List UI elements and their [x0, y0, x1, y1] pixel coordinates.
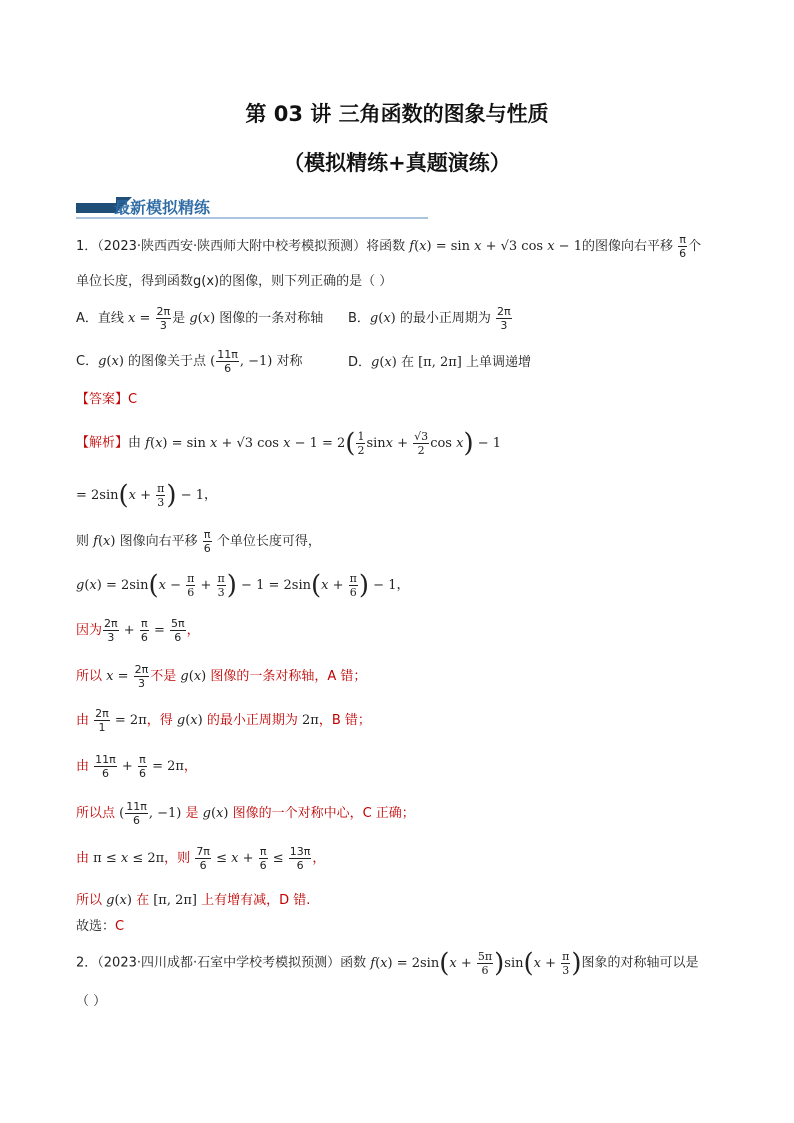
q2-line2: （ ） [76, 994, 107, 1009]
analysis-line4: g(x) = 2sin(x − $\frac{\pi}{6}$ + $\frac{\pi}{3}$ ) − 1 = 2sin(x + $\frac{\pi}{6}$ ) − 1， [76, 570, 410, 600]
analysis-line7: 由 $\frac{2\pi}{1}$ = 2π，得 g(x) 的最小正周期为 2π，B 错； [76, 707, 371, 734]
analysis-line6: 所以 x = $\frac{2\pi}{3}$ 不是 g(x) 图像的一条对称轴，A 错； [76, 663, 367, 690]
q1-line2: 单位长度，得到函数g(x)的图像，则下列正确的是（ ） [76, 274, 393, 289]
analysis-line1: 【解析】由 f(x) = sin x + √3 cos x − 1 = 2( $\frac{1}{2}$ sinx + $\frac{√3}{2}$ cos x) − 1 [76, 428, 502, 458]
q1-option-c: C．g(x) 的图像关于点 ( $\frac{11\pi}{6}$ , −1) 对称 [76, 348, 303, 375]
q1-option-a: A．直线 x = $\frac{2\pi}{3}$ 是 g(x) 图像的一条对称轴 [76, 305, 324, 332]
page-title: 第 03 讲 三角函数的图象与性质 [245, 102, 549, 126]
choose-line: 故选：C [76, 919, 125, 934]
q1-line1: 1．（2023·陕西西安·陕西师大附中校考模拟预测）将函数 f(x) = sin x + √3 cos x − 1的图像向右平移 $\frac{\pi}{6}$ 个 [76, 233, 702, 260]
analysis-line8: 由 $\frac{11\pi}{6}$ + $\frac{\pi}{6}$ = 2π， [76, 753, 197, 780]
analysis-line3: 则 f(x) 图像向右平移 $\frac{\pi}{6}$ 个单位长度可得， [76, 528, 321, 555]
q1-option-b: B．g(x) 的最小正周期为 $\frac{2\pi}{3}$ [348, 305, 511, 332]
q2-line1: 2．（2023·四川成都·石室中学校考模拟预测）函数 f(x) = 2sin(x + $\frac{5\pi}{6}$ )sin(x + $\frac{\pi}{3}$ )图象的对称轴可以是 [76, 948, 699, 978]
analysis-line10: 由 π ≤ x ≤ 2π，则 $\frac{7\pi}{6}$ ≤ x + $\frac{\pi}{6}$ ≤ $\frac{13\pi}{6}$ ， [76, 845, 326, 872]
analysis-line11: 所以 g(x) 在 [π, 2π] 上有增有减，D 错. [76, 893, 311, 908]
answer-line: 【答案】C [76, 392, 138, 407]
page-subtitle: （模拟精练+真题演练） [283, 151, 511, 175]
section-banner [76, 197, 428, 219]
analysis-line5: 因为 $\frac{2\pi}{3}$ + $\frac{\pi}{6}$ = $\frac{5\pi}{6}$ ， [76, 617, 200, 644]
analysis-line9: 所以点 ( $\frac{11\pi}{6}$ , −1) 是 g(x) 图像的一个对称中心，C 正确； [76, 800, 415, 827]
q1-option-d: D．g(x) 在 [π, 2π] 上单调递增 [348, 355, 532, 370]
analysis-line2: = 2sin(x + $\frac{\pi}{3}$ ) − 1， [76, 480, 218, 510]
section-banner-label: 最新模拟精练 [114, 198, 211, 217]
